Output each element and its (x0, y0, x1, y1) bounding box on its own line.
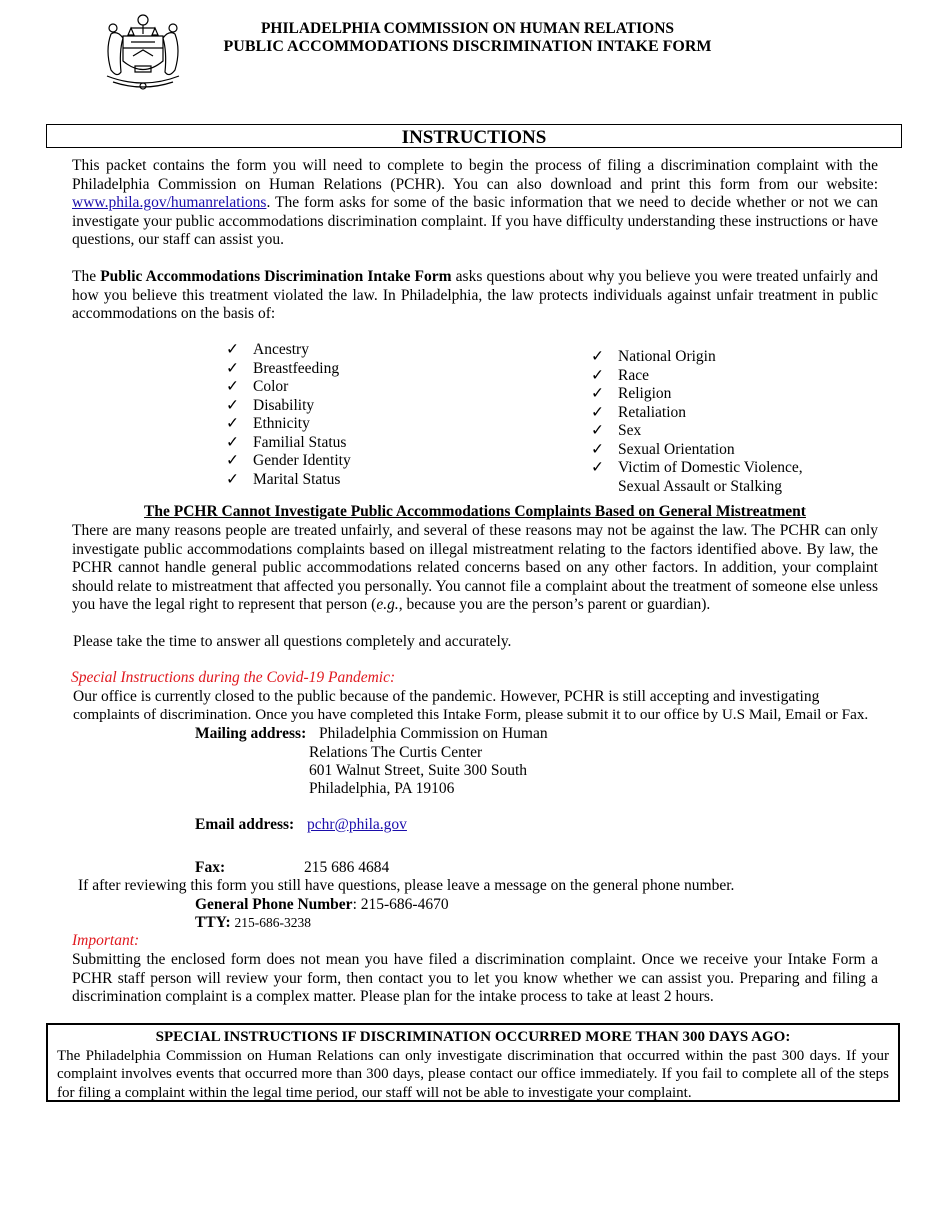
protected-basis-left-5 (226, 434, 351, 453)
checkmark-icon: ✓ (226, 452, 239, 469)
protected-basis-left-4 (226, 415, 351, 434)
protected-basis-right-0 (591, 348, 803, 367)
protected-bases-right (591, 348, 803, 496)
protected-basis-left-3 (226, 397, 351, 416)
protected-basis-right-6 (591, 459, 803, 496)
mailing-line-3: 601 Walnut Street, Suite 300 South (309, 762, 528, 779)
fax-number: 215 686 4684 (304, 859, 390, 876)
form-title: PUBLIC ACCOMMODATIONS DISCRIMINATION INTAKE FORM (223, 38, 712, 55)
checkmark-icon: ✓ (591, 366, 604, 384)
protected-basis-label: Breastfeeding (253, 359, 340, 377)
email-link[interactable]: pchr@phila.gov (307, 816, 407, 833)
checkmark-icon: ✓ (591, 422, 604, 439)
protected-basis-label: Victim of Domestic Violence, (618, 459, 803, 476)
protected-basis-right-3 (591, 404, 803, 423)
protected-basis-right-5 (591, 441, 803, 460)
protected-basis-label: Familial Status (253, 433, 347, 451)
general-phone: General Phone Number: 215-686-4670 (195, 896, 449, 913)
protected-basis-label: Gender Identity (253, 452, 351, 469)
email-label: Email address: (195, 816, 295, 833)
protected-basis-left-7 (226, 471, 351, 490)
protected-basis-label-cont: Sexual Assault or Stalking (618, 477, 783, 495)
checkmark-icon: ✓ (591, 385, 604, 402)
covid-heading: Special Instructions during the Covid-19 Pandemic: (71, 669, 396, 686)
checkmark-icon: ✓ (226, 470, 239, 488)
protected-basis-label: Ethnicity (253, 415, 310, 432)
tty-line: TTY: 215-686-3238 (195, 914, 311, 931)
mailing-line-1: Philadelphia Commission on Human (319, 725, 548, 742)
300-days-heading: SPECIAL INSTRUCTIONS IF DISCRIMINATION OCCURRED MORE THAN 300 DAYS AGO: (155, 1029, 791, 1045)
important-paragraph: Submitting the enclosed form does not mean you have filed a discrimination complaint. Once we receive your Intake Form a PCHR staff person will review your form, then contact you to let you know whether we can assist you. Preparing and filing a discrimination complaint is a complex matter. Please plan for the intake process to take at least 2 hours. (72, 951, 878, 1005)
checkmark-icon: ✓ (226, 433, 239, 451)
300-days-box (46, 1023, 900, 1102)
checkmark-icon: ✓ (226, 359, 239, 377)
checkmark-icon: ✓ (226, 341, 239, 358)
mailing-address-label: Mailing address: (195, 725, 307, 742)
general-mistreatment-paragraph: There are many reasons people are treated unfairly, and several of these reasons may not be against the law. The PCHR can only investigate public accommodations complaints based on illegal mistreatment relating to the factors identified above. By law, the PCHR cannot handle general public accommodations related concerns based on any other factors. In addition, your complaint should relate to mistreatment that affected you personally. You cannot file a complaint about the treatment of someone else unless you have the legal right to represent that person (e.g., because you are the person’s parent or guardian). (72, 522, 878, 613)
checkmark-icon: ✓ (591, 403, 604, 421)
mailing-line-4: Philadelphia, PA 19106 (309, 780, 455, 797)
checkmark-icon: ✓ (226, 378, 239, 395)
protected-bases-left (226, 341, 351, 489)
intro-paragraph: This packet contains the form you will need to complete to begin the process of filing a discrimination complaint with the Philadelphia Commission on Human Relations (PCHR). You can also download and print this form from our website: www.phila.gov/humanrelations. The form asks for some of the basic information that we need to decide whether or not we can investigate your public accommodations discrimination complaint. If you have difficulty understanding these instructions or have questions, our staff can assist you. (72, 157, 878, 248)
covid-line-1: Our office is currently closed to the public because of the pandemic. However, PCHR is still accepting and investigating (73, 688, 820, 705)
important-heading: Important: (72, 932, 140, 949)
protected-basis-left-2 (226, 378, 351, 397)
protected-basis-label: Ancestry (253, 341, 309, 358)
checkmark-icon: ✓ (226, 396, 239, 414)
protected-basis-left-0 (226, 341, 351, 360)
questions-line: If after reviewing this form you still have questions, please leave a message on the general phone number. (78, 877, 735, 894)
protected-basis-left-6 (226, 452, 351, 471)
protected-basis-left-1 (226, 360, 351, 379)
checkmark-icon: ✓ (591, 348, 604, 365)
protected-basis-label: Retaliation (618, 403, 687, 421)
website-link[interactable]: www.phila.gov/humanrelations (72, 194, 267, 211)
cannot-investigate-heading: The PCHR Cannot Investigate Public Accommodations Complaints Based on General Mistreatment (144, 503, 806, 520)
answer-accurately-note: Please take the time to answer all questions completely and accurately. (73, 633, 512, 650)
protected-basis-right-1 (591, 367, 803, 386)
instructions-heading: INSTRUCTIONS (46, 124, 902, 148)
protected-basis-label: Sex (618, 422, 642, 439)
mailing-line-2: Relations The Curtis Center (309, 744, 483, 761)
checkmark-icon: ✓ (591, 459, 604, 476)
fax-label: Fax: (195, 859, 226, 876)
covid-line-2: complaints of discrimination. Once you have completed this Intake Form, please submit it to our office by U.S Mail, Email or Fax. (73, 706, 869, 723)
protected-basis-label: Color (253, 378, 289, 395)
300-days-text: The Philadelphia Commission on Human Relations can only investigate discrimination that occurred within the past 300 days. If your complaint involves events that occurred more than 300 days, please contact our office immediately. If you fail to complete all of the steps for filing a complaint within the legal time period, our staff will not be able to investigate your complaint. (57, 1047, 889, 1101)
protected-basis-label: National Origin (618, 348, 716, 365)
protected-basis-label: Sexual Orientation (618, 440, 735, 458)
intake-form-paragraph: The Public Accommodations Discrimination Intake Form asks questions about why you believe you were treated unfairly and how you believe this treatment violated the law. In Philadelphia, the law protects individuals against unfair treatment in public accommodations on the basis of: (72, 268, 878, 322)
checkmark-icon: ✓ (226, 415, 239, 432)
checkmark-icon: ✓ (591, 440, 604, 458)
protected-basis-label: Race (618, 366, 649, 384)
protected-basis-label: Religion (618, 385, 672, 402)
org-name: PHILADELPHIA COMMISSION ON HUMAN RELATIONS (260, 20, 675, 37)
protected-basis-label: Disability (253, 396, 315, 414)
protected-basis-right-2 (591, 385, 803, 404)
protected-basis-label: Marital Status (253, 470, 341, 488)
protected-basis-right-4 (591, 422, 803, 441)
